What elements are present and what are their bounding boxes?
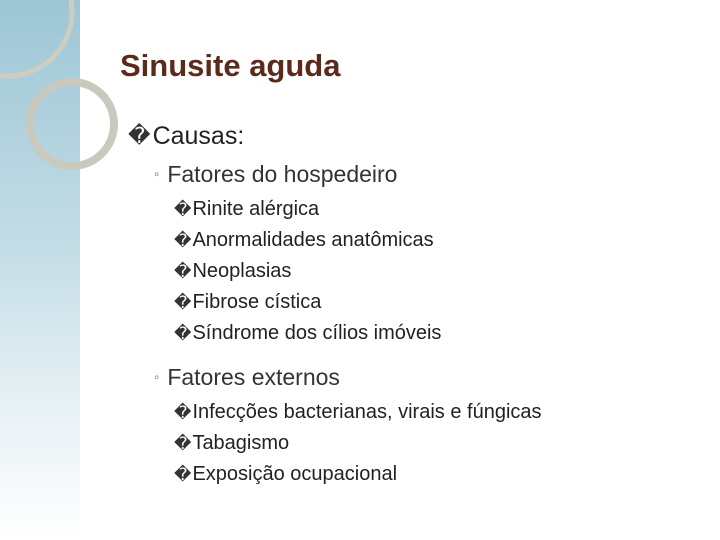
list-item-label: Rinite alérgica (192, 198, 320, 220)
list-item (174, 459, 708, 490)
list-item-label: Síndrome dos cílios imóveis (192, 322, 442, 344)
bullet-glyph: � (128, 123, 151, 148)
list-item (174, 397, 708, 428)
list-item-label: Exposição ocupacional (192, 463, 398, 485)
main-point (128, 118, 708, 154)
bullet-glyph: � (174, 402, 192, 422)
group-heading-host-factors (154, 154, 708, 194)
bullet-glyph: � (174, 230, 192, 250)
list-item-label: Fibrose cística (192, 291, 322, 313)
list-item-label: Infecções bacterianas, virais e fúngicas (192, 401, 542, 423)
group-heading-external-factors (154, 357, 708, 397)
decorative-ring-large (0, 0, 72, 76)
group-heading-label: Fatores do hospedeiro (167, 160, 398, 187)
list-item (174, 256, 708, 287)
list-item (174, 428, 708, 459)
decorative-rings (0, 0, 120, 220)
list-item (174, 194, 708, 225)
slide-content (128, 118, 708, 490)
list-item (174, 287, 708, 318)
bullet-glyph: � (174, 433, 192, 453)
bullet-glyph: � (174, 261, 192, 281)
bullet-glyph: � (174, 292, 192, 312)
group-heading-label: Fatores externos (167, 363, 340, 390)
sub-bullet-glyph: ◦ (154, 368, 160, 386)
list-item (174, 318, 708, 349)
main-point-label: Causas: (152, 121, 245, 150)
list-item-label: Tabagismo (192, 432, 290, 454)
list-item-label: Anormalidades anatômicas (192, 229, 434, 251)
bullet-glyph: � (174, 464, 192, 484)
sub-bullet-glyph: ◦ (154, 165, 160, 183)
bullet-glyph: � (174, 199, 192, 219)
list-item-label: Neoplasias (192, 260, 292, 282)
bullet-glyph: � (174, 323, 192, 343)
decorative-ring-small (30, 82, 114, 166)
slide-title: Sinusite aguda (120, 48, 341, 83)
list-item (174, 225, 708, 256)
spacer (128, 349, 708, 357)
